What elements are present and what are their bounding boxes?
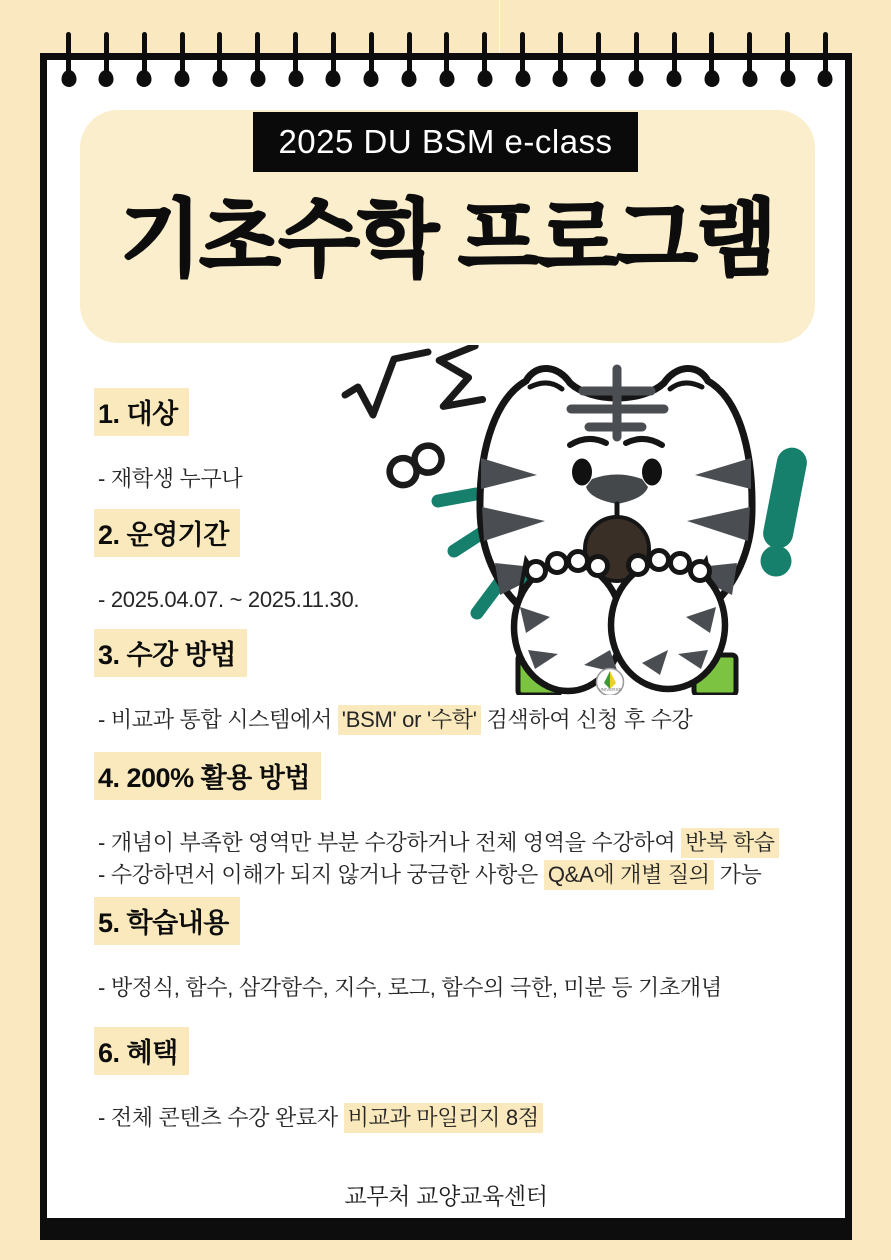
- section-heading: 6. 혜택: [94, 1027, 189, 1075]
- spiral-pin: [66, 32, 71, 78]
- spiral-pin: [482, 32, 487, 78]
- right-eye: [642, 459, 662, 486]
- plain-text: 가능: [713, 862, 762, 887]
- program-badge-label: 2025 DU BSM e-class: [278, 123, 613, 160]
- spiral-pin: [104, 32, 109, 78]
- spiral-pin: [823, 32, 828, 78]
- highlighted-text: 반복 학습: [681, 828, 779, 858]
- spiral-pin: [369, 32, 374, 78]
- highlighted-text: Q&A에 개별 질의: [544, 860, 714, 890]
- tiger-mascot-illustration: [330, 345, 860, 695]
- spiral-pin: [444, 32, 449, 78]
- mascot-emblem: [597, 669, 624, 696]
- exclamation-icon: [761, 445, 810, 576]
- spiral-binding: [66, 32, 828, 84]
- spiral-pin: [596, 32, 601, 78]
- spiral-pin: [180, 32, 185, 78]
- plain-text: - 개념이 부족한 영역만 부분 수강하거나 전체 영역을 수강하여: [98, 830, 682, 855]
- spiral-pin: [255, 32, 260, 78]
- section-heading: 4. 200% 활용 방법: [94, 752, 321, 800]
- infinity-icon: [386, 443, 446, 487]
- plain-text: - 재학생 누구나: [98, 466, 243, 491]
- highlighted-text: 'BSM' or '수학': [338, 705, 481, 735]
- spiral-pin: [407, 32, 412, 78]
- plain-text: - 방정식, 함수, 삼각함수, 지수, 로그, 함수의 극한, 미분 등 기초개념: [98, 975, 722, 1000]
- spiral-pin: [558, 32, 563, 78]
- spiral-pin: [217, 32, 222, 78]
- sigma-icon: [434, 346, 485, 406]
- plain-text: - 전체 콘텐츠 수강 완료자: [98, 1105, 344, 1130]
- spiral-pin: [331, 32, 336, 78]
- footer-text: 교무처 교양교육센터: [344, 1183, 548, 1209]
- spiral-pin: [142, 32, 147, 78]
- spiral-pin: [672, 32, 677, 78]
- highlighted-text: 비교과 마일리지 8점: [344, 1103, 543, 1133]
- program-badge: [253, 112, 638, 172]
- sqrt-icon: [345, 352, 428, 415]
- program-title: 기초수학 프로그램: [120, 192, 775, 286]
- spiral-pin: [785, 32, 790, 78]
- spiral-pin: [520, 32, 525, 78]
- spiral-pin: [634, 32, 639, 78]
- section-heading: 5. 학습내용: [94, 897, 240, 945]
- plain-text: - 비교과 통합 시스템에서: [98, 707, 338, 732]
- section-heading: 1. 대상: [94, 388, 189, 436]
- left-eye: [572, 459, 592, 486]
- plain-text: - 수강하면서 이해가 되지 않거나 궁금한 사항은: [98, 862, 544, 887]
- spiral-pin: [293, 32, 298, 78]
- plain-text: 검색하여 신청 후 수강: [480, 707, 693, 732]
- section-heading: 3. 수강 방법: [94, 629, 247, 677]
- section-heading: 2. 운영기간: [94, 509, 240, 557]
- spiral-pin: [747, 32, 752, 78]
- plain-text: - 2025.04.07. ~ 2025.11.30.: [98, 587, 360, 612]
- spiral-pin: [709, 32, 714, 78]
- mascot-emblem-text: UNIVERSE: [598, 687, 622, 692]
